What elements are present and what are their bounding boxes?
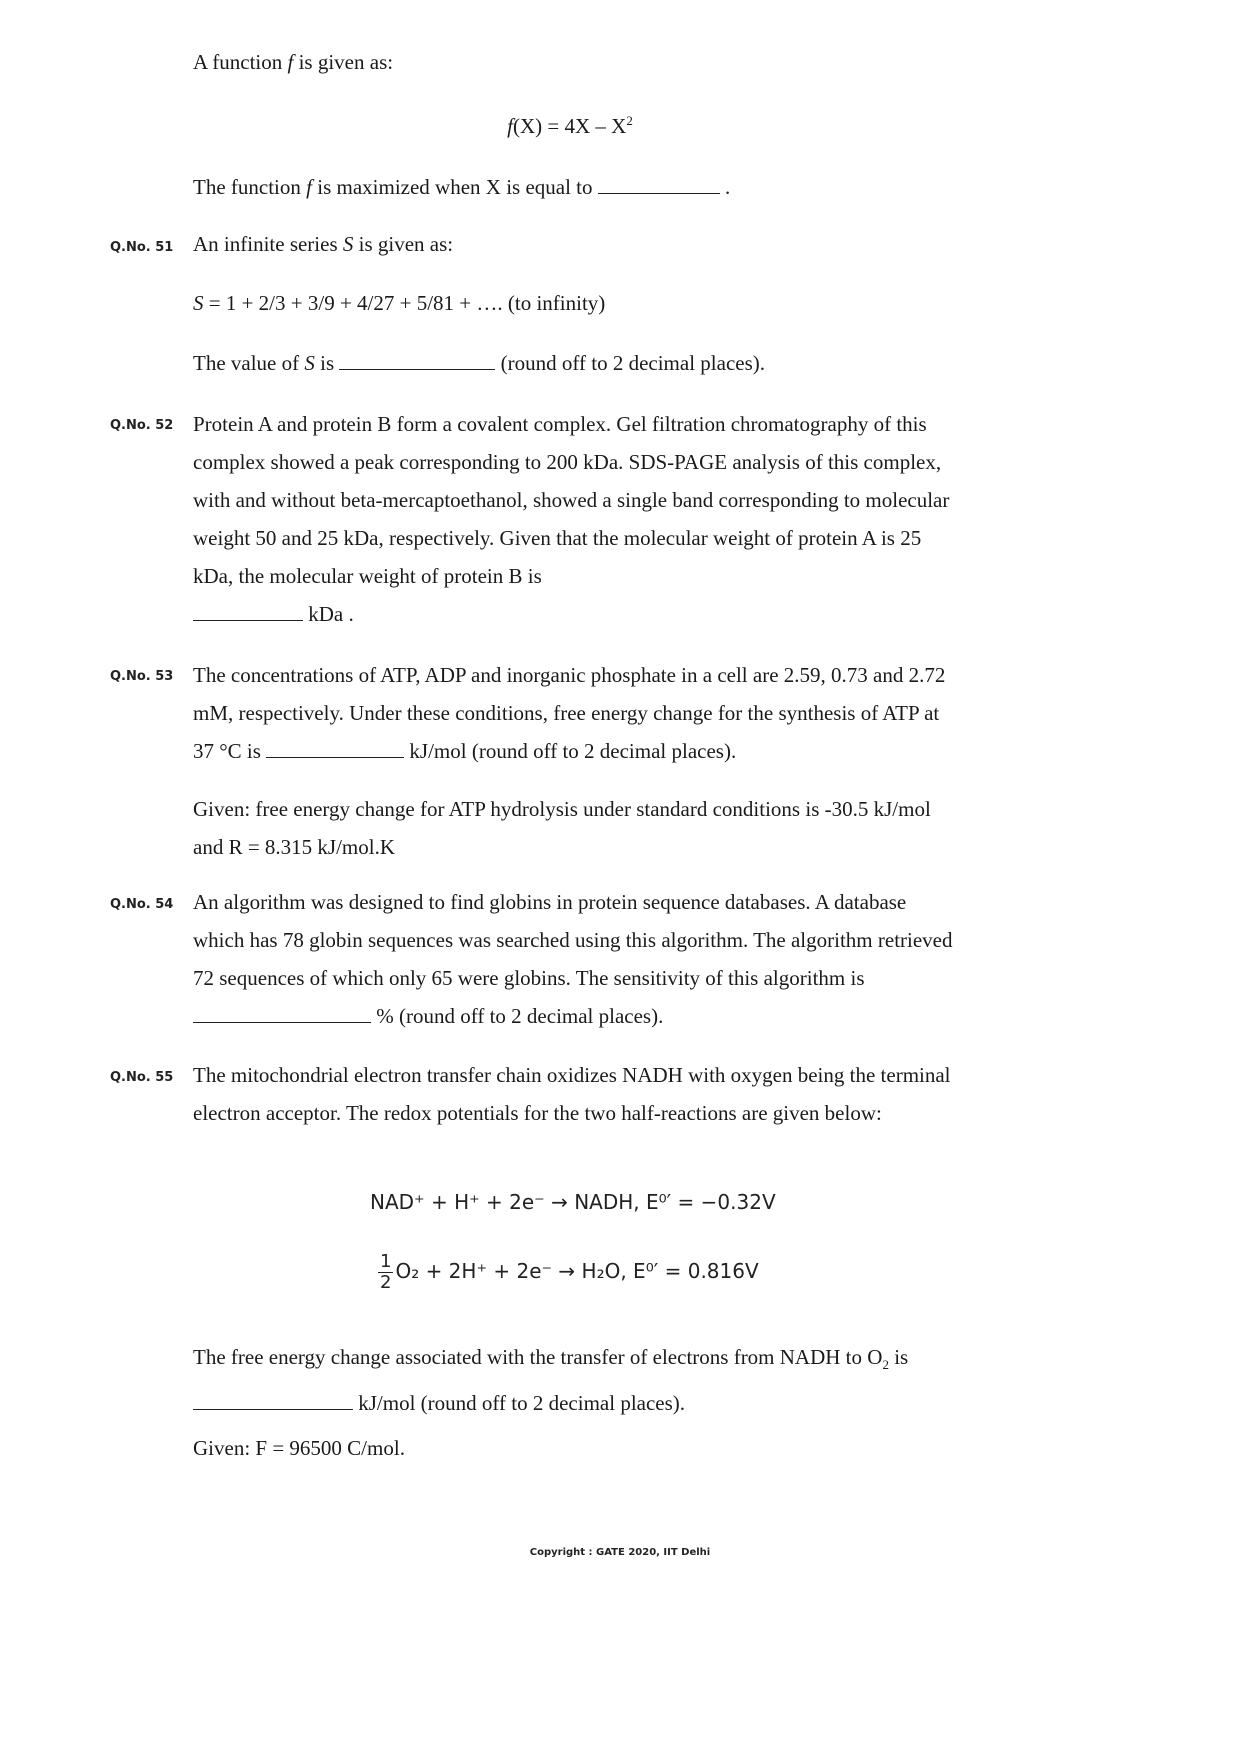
- q55-equation-1: NAD⁺ + H⁺ + 2e⁻ → NADH, E⁰′ = −0.32V: [370, 1190, 776, 1214]
- answer-blank[interactable]: [266, 739, 404, 758]
- answer-blank[interactable]: [193, 602, 303, 621]
- q51-question: The value of S is (round off to 2 decimal places).: [193, 351, 765, 375]
- question-number-54: Q.No. 54: [110, 897, 174, 912]
- answer-blank[interactable]: [598, 175, 720, 194]
- question-number-53: Q.No. 53: [110, 669, 174, 684]
- copyright-footer: Copyright : GATE 2020, IIT Delhi: [529, 1547, 711, 1558]
- q55-given: Given: F = 96500 C/mol.: [193, 1436, 405, 1460]
- answer-blank[interactable]: [193, 1004, 371, 1023]
- q50-intro: A function f is given as:: [193, 50, 394, 74]
- question-number-51: Q.No. 51: [110, 240, 174, 255]
- question-number-55: Q.No. 55: [110, 1070, 174, 1085]
- question-number-52: Q.No. 52: [110, 418, 174, 433]
- q53-text: The concentrations of ATP, ADP and inorganic phosphate in a cell are 2.59, 0.73 and 2.72 mM, respectively. Under these conditions, free energy change for the synthesis of ATP at 37 °C is kJ/mol (round off to 2 decimal places).: [193, 663, 946, 763]
- q52-text: Protein A and protein B form a covalent complex. Gel filtration chromatography of this complex showed a peak corresponding to 200 kDa. SDS-PAGE analysis of this complex, with and without beta-mercaptoethanol, showed a single band corresponding to molecular weight 50 and 25 kDa, respectively. Given that the molecular weight of protein A is 25 kDa, the molecular weight of protein B is kDa .: [193, 412, 950, 626]
- q55-question: The free energy change associated with the transfer of electrons from NADH to $O_2$ is kJ/mol (round off to 2 decimal places).: [193, 1345, 909, 1416]
- q53-given: Given: free energy change for ATP hydrolysis under standard conditions is -30.5 kJ/mol and R = 8.315 kJ/mol.K: [193, 797, 931, 859]
- q54-text: An algorithm was designed to find globins in protein sequence databases. A database which has 78 globin sequences was searched using this algorithm. The algorithm retrieved 72 sequences of which only 65 were globins. The sensitivity of this algorithm is % (round off to 2 decimal places).: [193, 890, 953, 1028]
- answer-blank[interactable]: [339, 351, 495, 370]
- q50-question: The function f is maximized when X is equal to .: [193, 175, 731, 199]
- q51-intro: An infinite series S is given as:: [193, 232, 454, 256]
- answer-blank[interactable]: [193, 1391, 353, 1410]
- q55-equation-2: $\frac{1}{2}$ O₂ + 2H⁺ + 2e⁻ → H₂O, E⁰′ = 0.816V: [380, 1251, 759, 1293]
- q51-series: S = 1 + 2/3 + 3/9 + 4/27 + 5/81 + …. (to infinity): [193, 291, 606, 315]
- q55-text: The mitochondrial electron transfer chain oxidizes NADH with oxygen being the terminal electron acceptor. The redox potentials for the two half-reactions are given below:: [193, 1063, 951, 1125]
- fraction-one-half: $\frac{1}{2}$: [380, 1251, 392, 1293]
- q50-equation: $f(X) = 4X - X^2$: [507, 113, 633, 138]
